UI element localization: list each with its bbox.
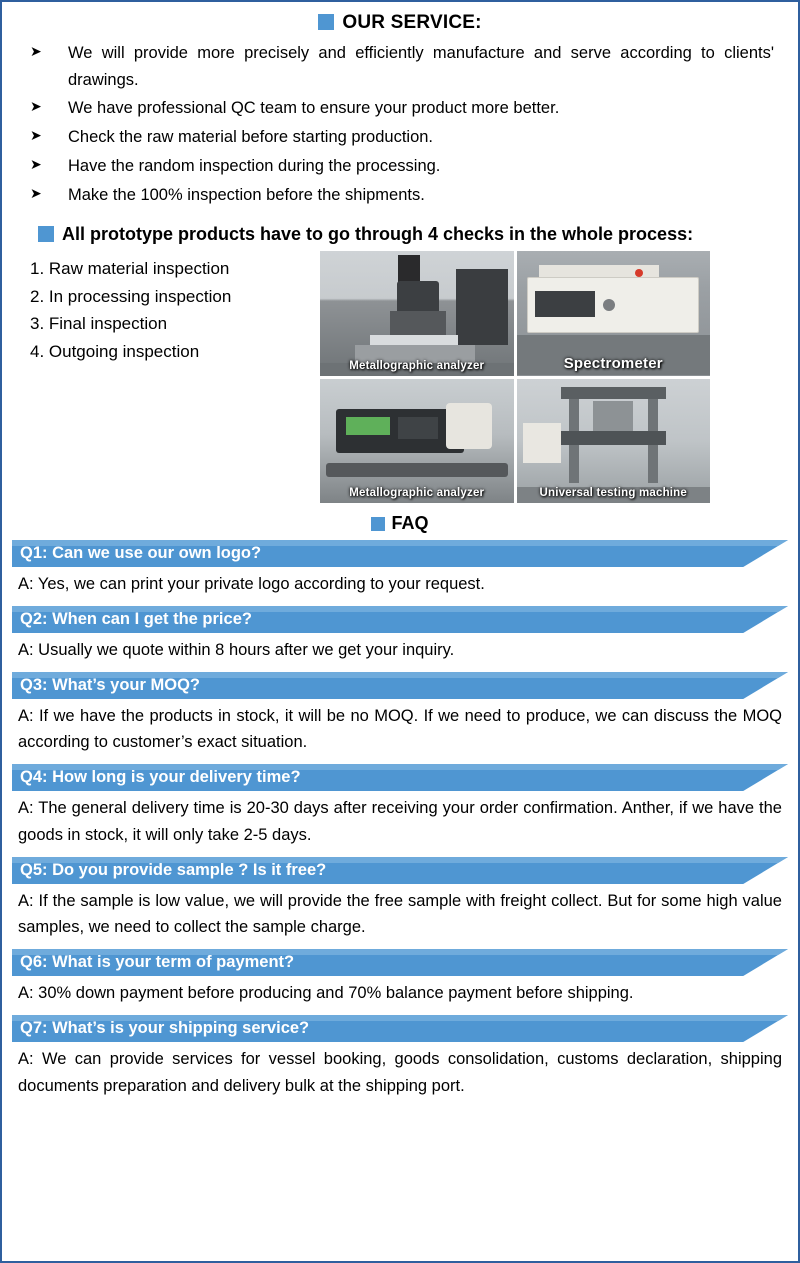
equipment-photo-grid <box>320 251 710 503</box>
service-item-text: We have professional QC team to ensure your product more better. <box>68 99 560 118</box>
service-item-text: Check the raw material before starting production. <box>68 128 434 147</box>
faq-answer-text: A: The general delivery time is 20-30 days after receiving your order confirmation. Anther, if we have the goods in stock, it will only take 2-5 days. <box>18 799 782 844</box>
faq-question-text: Q7: What’s is your shipping service? <box>20 1018 310 1037</box>
arrow-bullet-icon: ➤ <box>30 184 42 201</box>
checks-heading <box>38 224 788 245</box>
faq-item <box>12 672 788 756</box>
photo-metallographic-analyzer-1 <box>320 251 514 376</box>
checks-list <box>26 255 312 365</box>
checks-section <box>12 251 788 503</box>
faq-item <box>12 1015 788 1099</box>
faq-question-text: Q1: Can we use our own logo? <box>20 544 262 563</box>
list-item: 1. Raw material inspection <box>30 259 230 279</box>
faq-answer-text: A: If we have the products in stock, it will be no MOQ. If we need to produce, we can discuss the MOQ according to customer’s exact situation. <box>18 706 782 752</box>
faq-question-banner <box>12 540 788 567</box>
faq-item <box>12 764 788 848</box>
checks-heading-text: All prototype products have to go through 4 checks in the whole process: <box>62 224 694 245</box>
list-item <box>20 153 774 180</box>
service-item-text: We will provide more precisely and efficiently manufacture and serve according to clients' drawings. <box>68 44 774 89</box>
photo-caption: Metallographic analyzer <box>349 487 485 500</box>
list-item <box>20 124 774 151</box>
photo-caption: Metallographic analyzer <box>349 359 485 372</box>
faq-answer-text: A: Usually we quote within 8 hours after we get your inquiry. <box>18 641 455 660</box>
faq-item <box>12 606 788 664</box>
faq-item <box>12 949 788 1007</box>
faq-question-text: Q6: What is your term of payment? <box>20 953 295 972</box>
faq-question-text: Q3: What’s your MOQ? <box>20 675 200 694</box>
faq-question-text: Q4: How long is your delivery time? <box>20 768 301 787</box>
photo-spectrometer <box>517 251 711 376</box>
list-item <box>20 40 774 93</box>
faq-question-text: Q5: Do you provide sample ? Is it free? <box>20 860 327 879</box>
faq-answer-text: A: Yes, we can print your private logo according to your request. <box>18 575 485 594</box>
arrow-bullet-icon: ➤ <box>30 155 42 172</box>
service-item-text: Make the 100% inspection before the shipments. <box>68 185 425 204</box>
faq-list <box>12 540 788 1099</box>
photo-caption: Spectrometer <box>563 354 663 372</box>
service-item-text: Have the random inspection during the processing. <box>68 156 441 175</box>
service-list <box>12 40 788 208</box>
list-item: 2. In processing inspection <box>30 286 232 306</box>
faq-item <box>12 857 788 941</box>
blue-square-icon <box>371 517 385 531</box>
faq-question-banner <box>12 1015 788 1042</box>
service-title-text: OUR SERVICE: <box>342 12 482 33</box>
list-item: 4. Outgoing inspection <box>30 341 200 361</box>
list-item: 3. Final inspection <box>30 314 168 334</box>
faq-question-banner <box>12 764 788 791</box>
faq-question-banner <box>12 949 788 976</box>
arrow-bullet-icon: ➤ <box>30 127 42 144</box>
photo-universal-testing-machine <box>517 379 711 504</box>
arrow-bullet-icon: ➤ <box>30 98 42 115</box>
photo-caption: Universal testing machine <box>539 487 688 500</box>
arrow-bullet-icon: ➤ <box>30 43 42 59</box>
list-item <box>20 182 774 209</box>
faq-title <box>12 513 788 534</box>
faq-answer-text: A: 30% down payment before producing and 70% balance payment before shipping. <box>18 984 634 1003</box>
checks-list-container <box>12 251 312 365</box>
blue-square-icon <box>318 14 334 30</box>
faq-answer-text: A: We can provide services for vessel booking, goods consolidation, customs declaration, shipping documents preparation and delivery bulk at the shipping port. <box>18 1049 782 1095</box>
faq-question-banner <box>12 606 788 633</box>
service-title <box>12 12 788 34</box>
faq-item <box>12 540 788 598</box>
faq-question-banner <box>12 672 788 699</box>
faq-question-banner <box>12 857 788 884</box>
blue-square-icon <box>38 226 54 242</box>
faq-answer-text: A: If the sample is low value, we will provide the free sample with freight collect. But for some high value samples, we need to collect the sample charge. <box>18 891 782 937</box>
faq-title-text: FAQ <box>391 513 429 534</box>
photo-metallographic-analyzer-2 <box>320 379 514 504</box>
list-item <box>20 95 774 122</box>
faq-question-text: Q2: When can I get the price? <box>20 610 252 629</box>
